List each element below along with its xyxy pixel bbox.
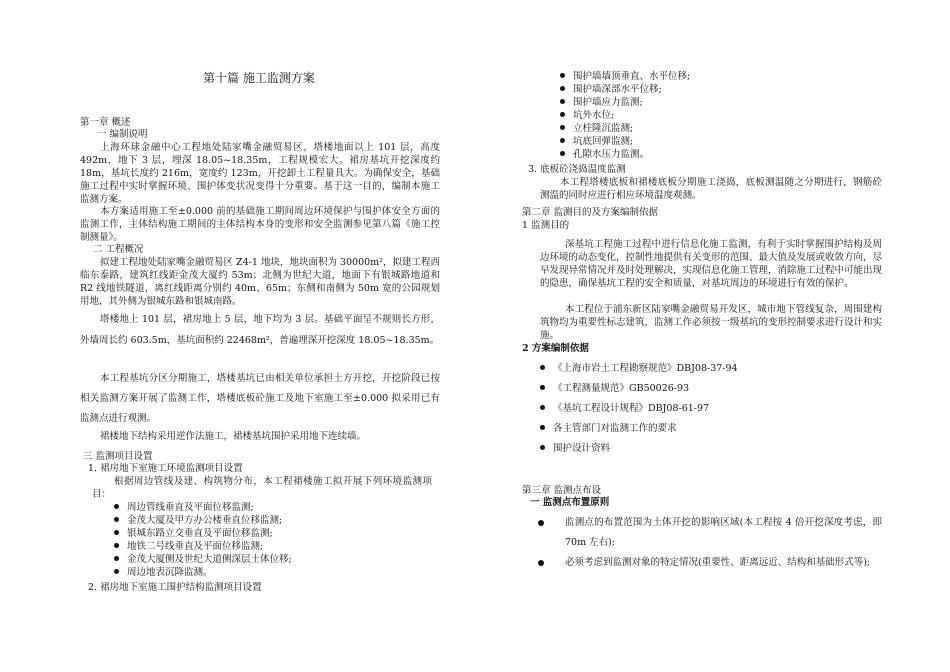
paragraph-reverse: 裙楼地下结构采用逆作法施工，裙楼基坑围护采用地下连续墙。 — [100, 431, 367, 442]
chapter-2-heading: 第二章 监测目的及方案编制依据 — [522, 207, 659, 218]
bullet-icon — [540, 405, 545, 410]
paragraph-location: 本工程位于浦东新区陆家嘴金融贸易开发区，城市地下管线复杂，周围建构筑物均为重要性标志建筑，监测工作必须按一级基坑的变形控制要求进行设计和实施。 — [540, 304, 883, 341]
section-purpose-heading: 1 监测目的 — [522, 220, 570, 231]
list-item: 孔隙水压力监测。 — [560, 148, 649, 161]
principle-item — [540, 553, 882, 573]
item-2-heading: 2. 裙房地下室施工围护结构监测项目设置 — [88, 582, 262, 593]
bullet-icon — [560, 86, 565, 91]
bullet-icon — [540, 445, 545, 450]
bullet-icon — [560, 99, 565, 104]
list-item: 银城东路立交垂直及平面位移监测; — [114, 527, 273, 540]
list-item: 坑底回弹监测; — [560, 135, 633, 148]
bullet-icon — [560, 138, 565, 143]
bullet-icon — [540, 425, 545, 430]
list-item: 围护墙深部水平位移; — [560, 83, 662, 96]
principle-text: 必须考虑到监测对象的特定情况(重要性、距离远近、结构和基础形式等); — [565, 557, 871, 568]
item-1-intro: 根据周边管线及建、构筑物分布，本工程裙楼施工拟开展下列环境监测项目： — [92, 476, 432, 500]
section-principles-heading: 一 监测点布置原则 — [530, 497, 610, 508]
list-item: 围护墙应力监测; — [560, 96, 643, 109]
bullet-icon — [114, 504, 119, 509]
bullet-icon — [540, 365, 545, 370]
item-3-heading: 3. 底板砼浇捣温度监测 — [528, 164, 626, 175]
list-item: 周边管线垂直及平面位移监测; — [114, 501, 254, 514]
principle-item — [540, 513, 882, 553]
list-item: 坑外水位; — [560, 109, 614, 122]
bullet-icon — [114, 517, 119, 522]
bullet-icon — [114, 543, 119, 548]
list-item: 《上海市岩土工程勘察规范》DBJ08-37-94 — [540, 362, 738, 375]
list-item: 《工程测量规范》GB50026-93 — [540, 382, 689, 395]
bullet-icon — [114, 569, 119, 574]
item-3-paragraph: 本工程塔楼底板和裙楼底板分期施工浇捣，底板测温随之分期进行，钢筋砼测温的同时应进行相应环境温度观测。 — [540, 177, 882, 201]
bullet-icon — [560, 151, 565, 156]
bullet-icon — [560, 73, 565, 78]
list-item: 地铁二号线垂直及平面位移监测; — [114, 540, 263, 553]
section-overview-heading: 二 工程概况 — [93, 244, 144, 255]
list-item: 金茂大厦侧及世纪大道侧深层土体位移; — [114, 553, 292, 566]
list-item: 围护墙墙顶垂直、水平位移; — [560, 70, 690, 83]
principle-text: 监测点的布置范围为土体开挖的影响区域(本工程按 4 倍开挖深度考虑，即 70m 左右); — [565, 517, 882, 548]
section-basis-heading: 2 方案编制依据 — [522, 343, 589, 354]
list-item: 金茂大厦及甲方办公楼垂直位移监测; — [114, 514, 282, 527]
list-item: 周边地表沉降监测。 — [114, 566, 213, 579]
list-item: 围护设计资料 — [540, 442, 610, 455]
list-item: 各主管部门对监测工作的要求 — [540, 422, 677, 435]
item-1-heading: 1. 裙房地下室施工环境监测项目设置 — [88, 463, 243, 474]
bullet-icon — [560, 112, 565, 117]
bullet-icon — [114, 556, 119, 561]
bullet-icon — [538, 520, 544, 526]
section-items-heading: 三 监测项目设置 — [83, 451, 153, 462]
list-item: 立柱隆沉监测; — [560, 122, 633, 135]
paragraph-tower: 塔楼地上 101 层，裙房地上 5 层，地下均为 3 层。基础平面呈不规则长方形，外墙周长约 603.5m，基坑面积约 22468m²，普遍埋深开挖深度 18.05~18.35m。 — [80, 314, 440, 346]
list-item: 《基坑工程设计规程》DBJ08-61-97 — [540, 402, 709, 415]
bullet-icon — [114, 530, 119, 535]
bullet-icon — [560, 125, 565, 130]
page-title: 第十篇 施工监测方案 — [203, 71, 315, 85]
bullet-icon — [540, 385, 545, 390]
paragraph-scope: 本方案适用施工至±0.000 前的基础施工期间周边环境保护与围护体安全方面的监测工作，主体结构施工期间的主体结构本身的变形和安全监测参见第八篇《施工控制测量》。 — [80, 206, 440, 243]
bullet-icon — [538, 560, 544, 566]
paragraph-site: 拟建工程地处陆家嘴金融贸易区 Z4-1 地块，地块面积为 30000m²，拟建工程西临东泰路，建筑红线距金茂大厦约 53m；北侧为世纪大道，地面下有银城路地道和 R2 线地铁隧道，离红线距离分别约 40m、65m；东侧和南侧为 50m 宽的公园规划用地，其外侧为银城东路和银城南路。 — [80, 257, 440, 307]
paragraph-intro: 上海环球金融中心工程地处陆家嘴金融贸易区，塔楼地面以上 101 层，高度 492m，地下 3 层，埋深 18.05~18.35m，工程规模宏大。裙房基坑开挖深度约 18m，基坑长度约 216m，宽度约 123m，开挖卸土工程量具大。为确保安全，基础施工过程中实时掌握环境、围护体变状况变得十分重要。基于这一目的，编制本施工监测方案。 — [80, 142, 440, 205]
paragraph-purpose: 深基坑工程施工过程中进行信息化施工监测，有利于实时掌握围护结构及周边环境的动态变化，控制性地提供有关变形的范围、最大值及发展或收敛方向，尽早发现异常情况并及时处理解决，实现信息化施工管理，消除施工过程中可能出现的隐患，确保基坑工程的安全和质量，对基坑周边的环境进行有效的保护。 — [540, 239, 883, 289]
chapter-3-heading: 第三章 监测点布设 — [522, 485, 602, 496]
section-compile-heading: 一 编制说明 — [97, 129, 148, 140]
chapter-1-heading: 第一章 概述 — [80, 117, 131, 128]
paragraph-phases: 本工程基坑分区分期施工，塔楼基坑已由相关单位承担土方开挖，开挖阶段已按相关监测方案开展了监测工作，塔楼底板砼施工及地下室施工至±0.000 拟采用已有监测点进行观测。 — [80, 373, 440, 424]
